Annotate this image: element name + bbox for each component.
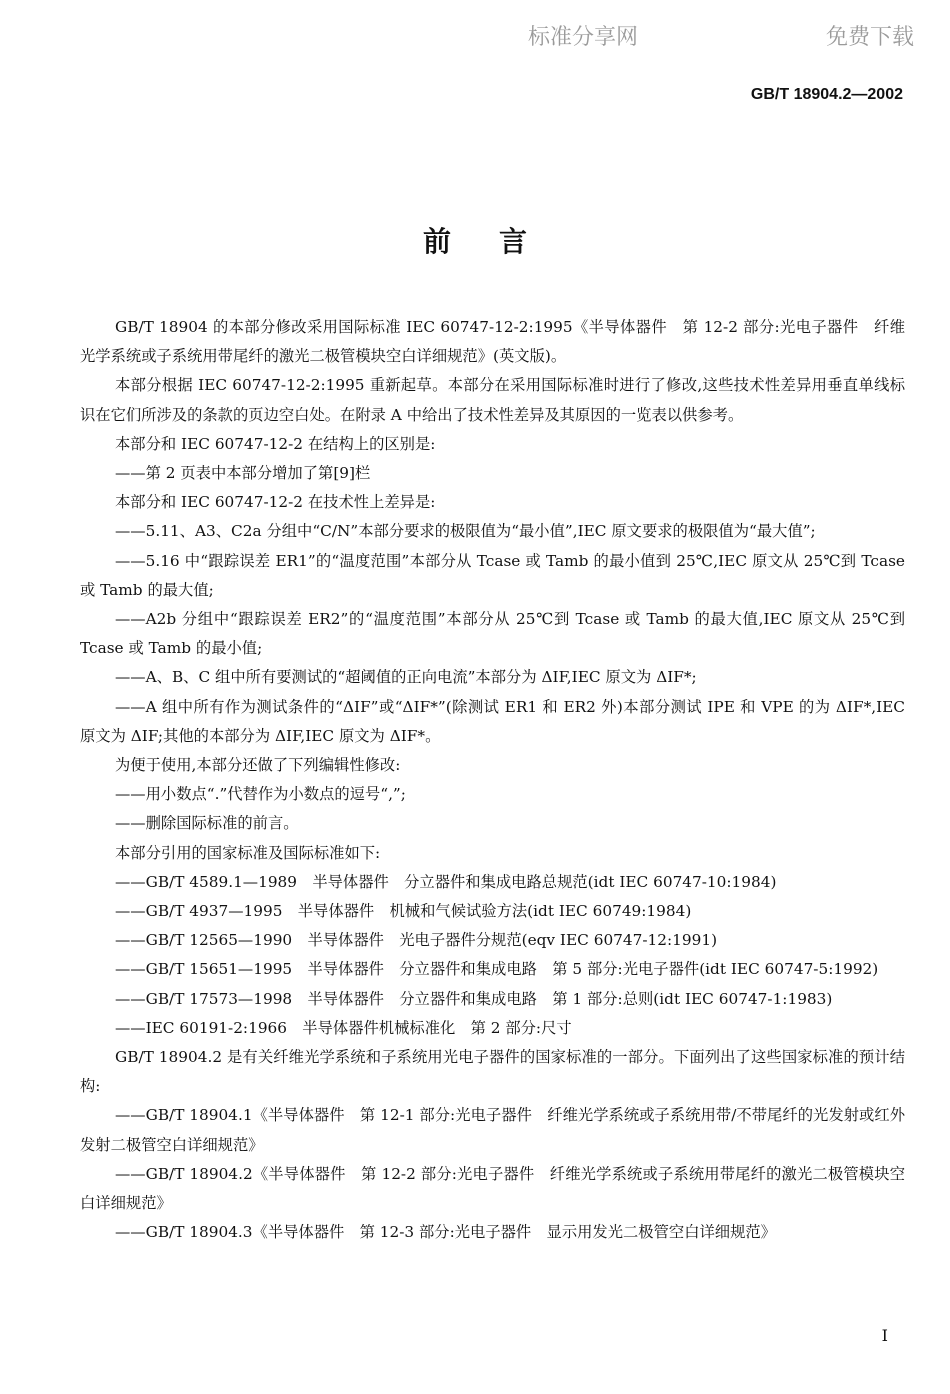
list-item: ——GB/T 4589.1—1989 半导体器件 分立器件和集成电路总规范(idt IEC 60747-10:1984) [115,872,777,891]
list-item: ——GB/T 18904.2《半导体器件 第 12-2 部分:光电子器件 纤维光学系统或子系统用带尾纤的激光二极管模块空白详细规范》 [80,1164,905,1213]
list-item: ——A、B、C 组中所有要测试的“超阈值的正向电流”本部分为 ΔIF,IEC 原文为 ΔIF*; [115,668,697,687]
paragraph: 本部分引用的国家标准及国际标准如下: [115,843,381,862]
list-item: ——GB/T 12565—1990 半导体器件 光电子器件分规范(eqv IEC 60747-12:1991) [115,931,718,950]
list-item: ——删除国际标准的前言。 [115,814,299,833]
watermark-left: 标准分享网 [528,25,639,50]
paragraph: 本部分根据 IEC 60747-12-2:1995 重新起草。本部分在采用国际标准时进行了修改,这些技术性差异用垂直单线标识在它们所涉及的条款的页边空白处。在附录 A 中给出了技术性差异及其原因的一览表以供参考。 [80,376,905,424]
list-item: ——GB/T 18904.3《半导体器件 第 12-3 部分:光电子器件 显示用发光二极管空白详细规范》 [115,1223,776,1242]
paragraph: GB/T 18904.2 是有关纤维光学系统和子系统用光电子器件的国家标准的一部分。下面列出了这些国家标准的预计结构: [80,1048,905,1096]
paragraph: 为便于使用,本部分还做了下列编辑性修改: [115,756,401,775]
list-item: ——5.16 中“跟踪误差 ER1”的“温度范围”本部分从 Tcase 或 Tamb 的最小值到 25℃,IEC 原文从 25℃到 Tcase 或 Tamb 的最大值; [80,551,905,599]
list-item: ——IEC 60191-2:1966 半导体器件机械标准化 第 2 部分:尺寸 [115,1018,572,1037]
list-item: ——GB/T 4937—1995 半导体器件 机械和气候试验方法(idt IEC 60749:1984) [115,902,692,921]
list-item: ——GB/T 15651—1995 半导体器件 分立器件和集成电路 第 5 部分:光电子器件(idt IEC 60747-5:1992) [115,960,879,979]
page-number: I [881,1326,888,1345]
standard-code: GB/T 18904.2—2002 [750,86,903,103]
paragraph: 本部分和 IEC 60747-12-2 在技术性上差异是: [115,493,436,512]
list-item: ——5.11、A3、C2a 分组中“C/N”本部分要求的极限值为“最小值”,IEC 原文要求的极限值为“最大值”; [115,522,816,541]
body-text [80,313,905,1248]
list-item: ——A2b 分组中“跟踪误差 ER2”的“温度范围”本部分从 25℃到 Tcase 或 Tamb 的最大值,IEC 原文从 25℃到 Tcase 或 Tamb 的最小值; [80,610,905,658]
watermark-right: 免费下载 [826,25,915,50]
list-item: ——用小数点“.”代替作为小数点的逗号“,”; [115,785,406,804]
paragraph: 本部分和 IEC 60747-12-2 在结构上的区别是: [115,434,436,453]
paragraph: GB/T 18904 的本部分修改采用国际标准 IEC 60747-12-2:1995《半导体器件 第 12-2 部分:光电子器件 纤维光学系统或子系统用带尾纤的激光二极管模块空白详细规范》(英文版)。 [80,318,905,366]
page-title: 前言 [422,225,575,258]
list-item: ——第 2 页表中本部分增加了第[9]栏 [115,464,371,483]
list-item: ——GB/T 18904.1《半导体器件 第 12-1 部分:光电子器件 纤维光学系统或子系统用带/不带尾纤的光发射或红外发射二极管空白详细规范》 [80,1106,905,1154]
list-item: ——GB/T 17573—1998 半导体器件 分立器件和集成电路 第 1 部分:总则(idt IEC 60747-1:1983) [115,989,833,1008]
list-item: ——A 组中所有作为测试条件的“ΔIF”或“ΔIF*”(除测试 ER1 和 ER2 外)本部分测试 IPE 和 VPE 的为 ΔIF*,IEC 原文为 ΔIF;其他的本部分为 ΔIF,IEC 原文为 ΔIF*。 [80,697,905,745]
